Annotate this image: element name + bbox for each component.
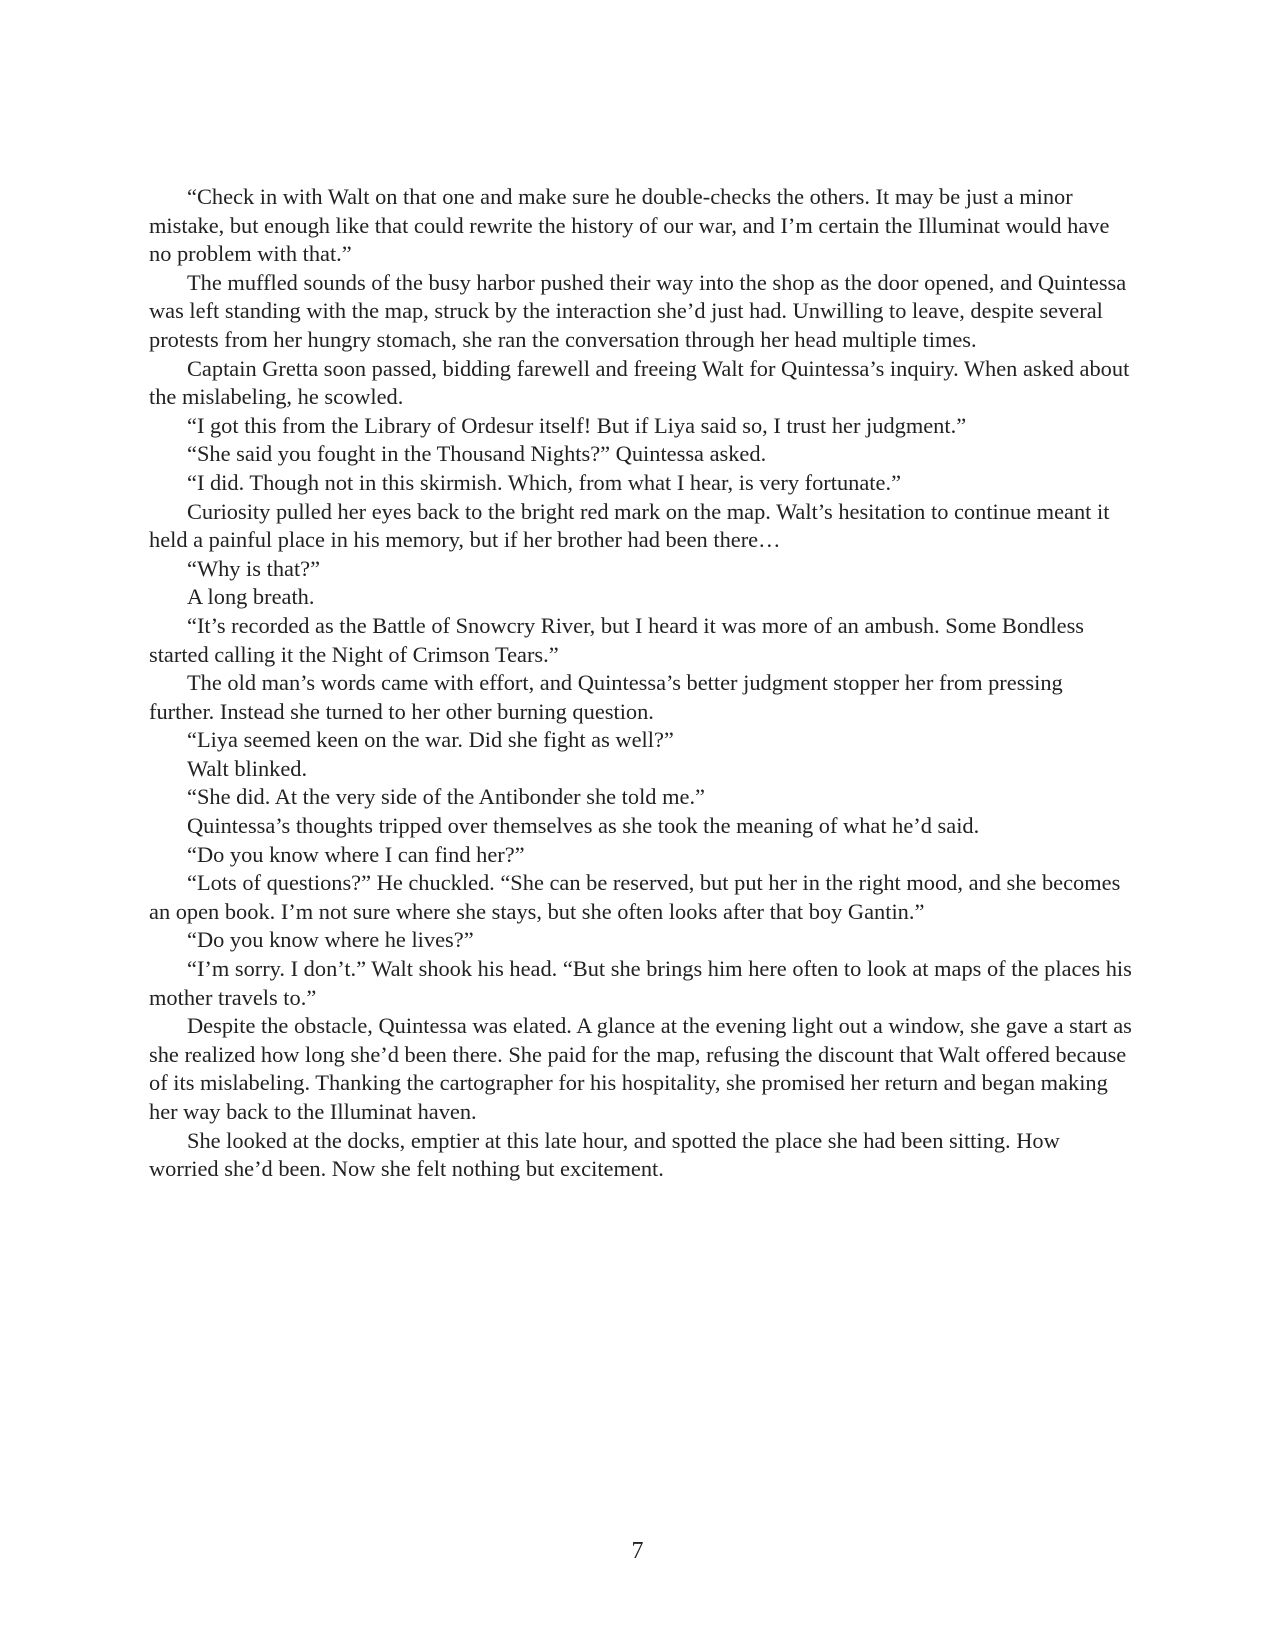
paragraph: “Do you know where I can find her?” <box>187 841 525 867</box>
paragraph: “Why is that?” <box>187 555 321 581</box>
paragraph: The old man’s words came with effort, and Quintessa’s better judgment stopper her from pressing further. Instead she turned to her other burning question. <box>149 670 1063 724</box>
paragraph: “She said you fought in the Thousand Nights?” Quintessa asked. <box>187 441 767 467</box>
paragraph: “Liya seemed keen on the war. Did she fight as well?” <box>187 727 674 753</box>
paragraph: “I got this from the Library of Ordesur itself! But if Liya said so, I trust her judgment.” <box>187 412 967 438</box>
paragraph: “I did. Though not in this skirmish. Which, from what I hear, is very fortunate.” <box>187 469 902 495</box>
page-number: 7 <box>631 1538 644 1564</box>
body-text <box>149 183 1133 1184</box>
paragraph: Captain Gretta soon passed, bidding farewell and freeing Walt for Quintessa’s inquiry. When asked about the mislabeling, he scowled. <box>149 355 1130 410</box>
paragraph: She looked at the docks, emptier at this late hour, and spotted the place she had been sitting. How worried she’d been. Now she felt nothing but excitement. <box>149 1127 1060 1182</box>
paragraph: A long breath. <box>187 584 315 610</box>
paragraph: Curiosity pulled her eyes back to the bright red mark on the map. Walt’s hesitation to continue meant it held a painful place in his memory, but if her brother had been there… <box>149 498 1110 553</box>
paragraph: Quintessa’s thoughts tripped over themselves as she took the meaning of what he’d said. <box>187 813 980 839</box>
paragraph: “Lots of questions?” He chuckled. “She can be reserved, but put her in the right mood, and she becomes an open book. I’m not sure where she stays, but she often looks after that boy Gantin.” <box>149 870 1121 924</box>
paragraph: “It’s recorded as the Battle of Snowcry River, but I heard it was more of an ambush. Some Bondless started calling it the Night of Crimson Tears.” <box>149 612 1085 667</box>
paragraph: “Check in with Walt on that one and make sure he double-checks the others. It may be just a minor mistake, but enough like that could rewrite the history of our war, and I’m certain the Illuminat would have no problem with that.” <box>149 184 1110 267</box>
paragraph: Walt blinked. <box>187 755 308 781</box>
paragraph: Despite the obstacle, Quintessa was elated. A glance at the evening light out a window, she gave a start as she realized how long she’d been there. She paid for the map, refusing the discount that Walt offered because of its mislabeling. Thanking the cartographer for his hospitality, she promised her return and began making her way back to the Illuminat haven. <box>149 1013 1132 1124</box>
paragraph: The muffled sounds of the busy harbor pushed their way into the shop as the door opened, and Quintessa was left standing with the map, struck by the interaction she’d just had. Unwilling to leave, despite several protests from her hungry stomach, she ran the conversation through her head multiple times. <box>149 269 1127 352</box>
paragraph: “Do you know where he lives?” <box>187 927 474 953</box>
paragraph: “She did. At the very side of the Antibonder she told me.” <box>187 784 705 810</box>
paragraph: “I’m sorry. I don’t.” Walt shook his head. “But she brings him here often to look at maps of the places his mother travels to.” <box>149 956 1132 1010</box>
